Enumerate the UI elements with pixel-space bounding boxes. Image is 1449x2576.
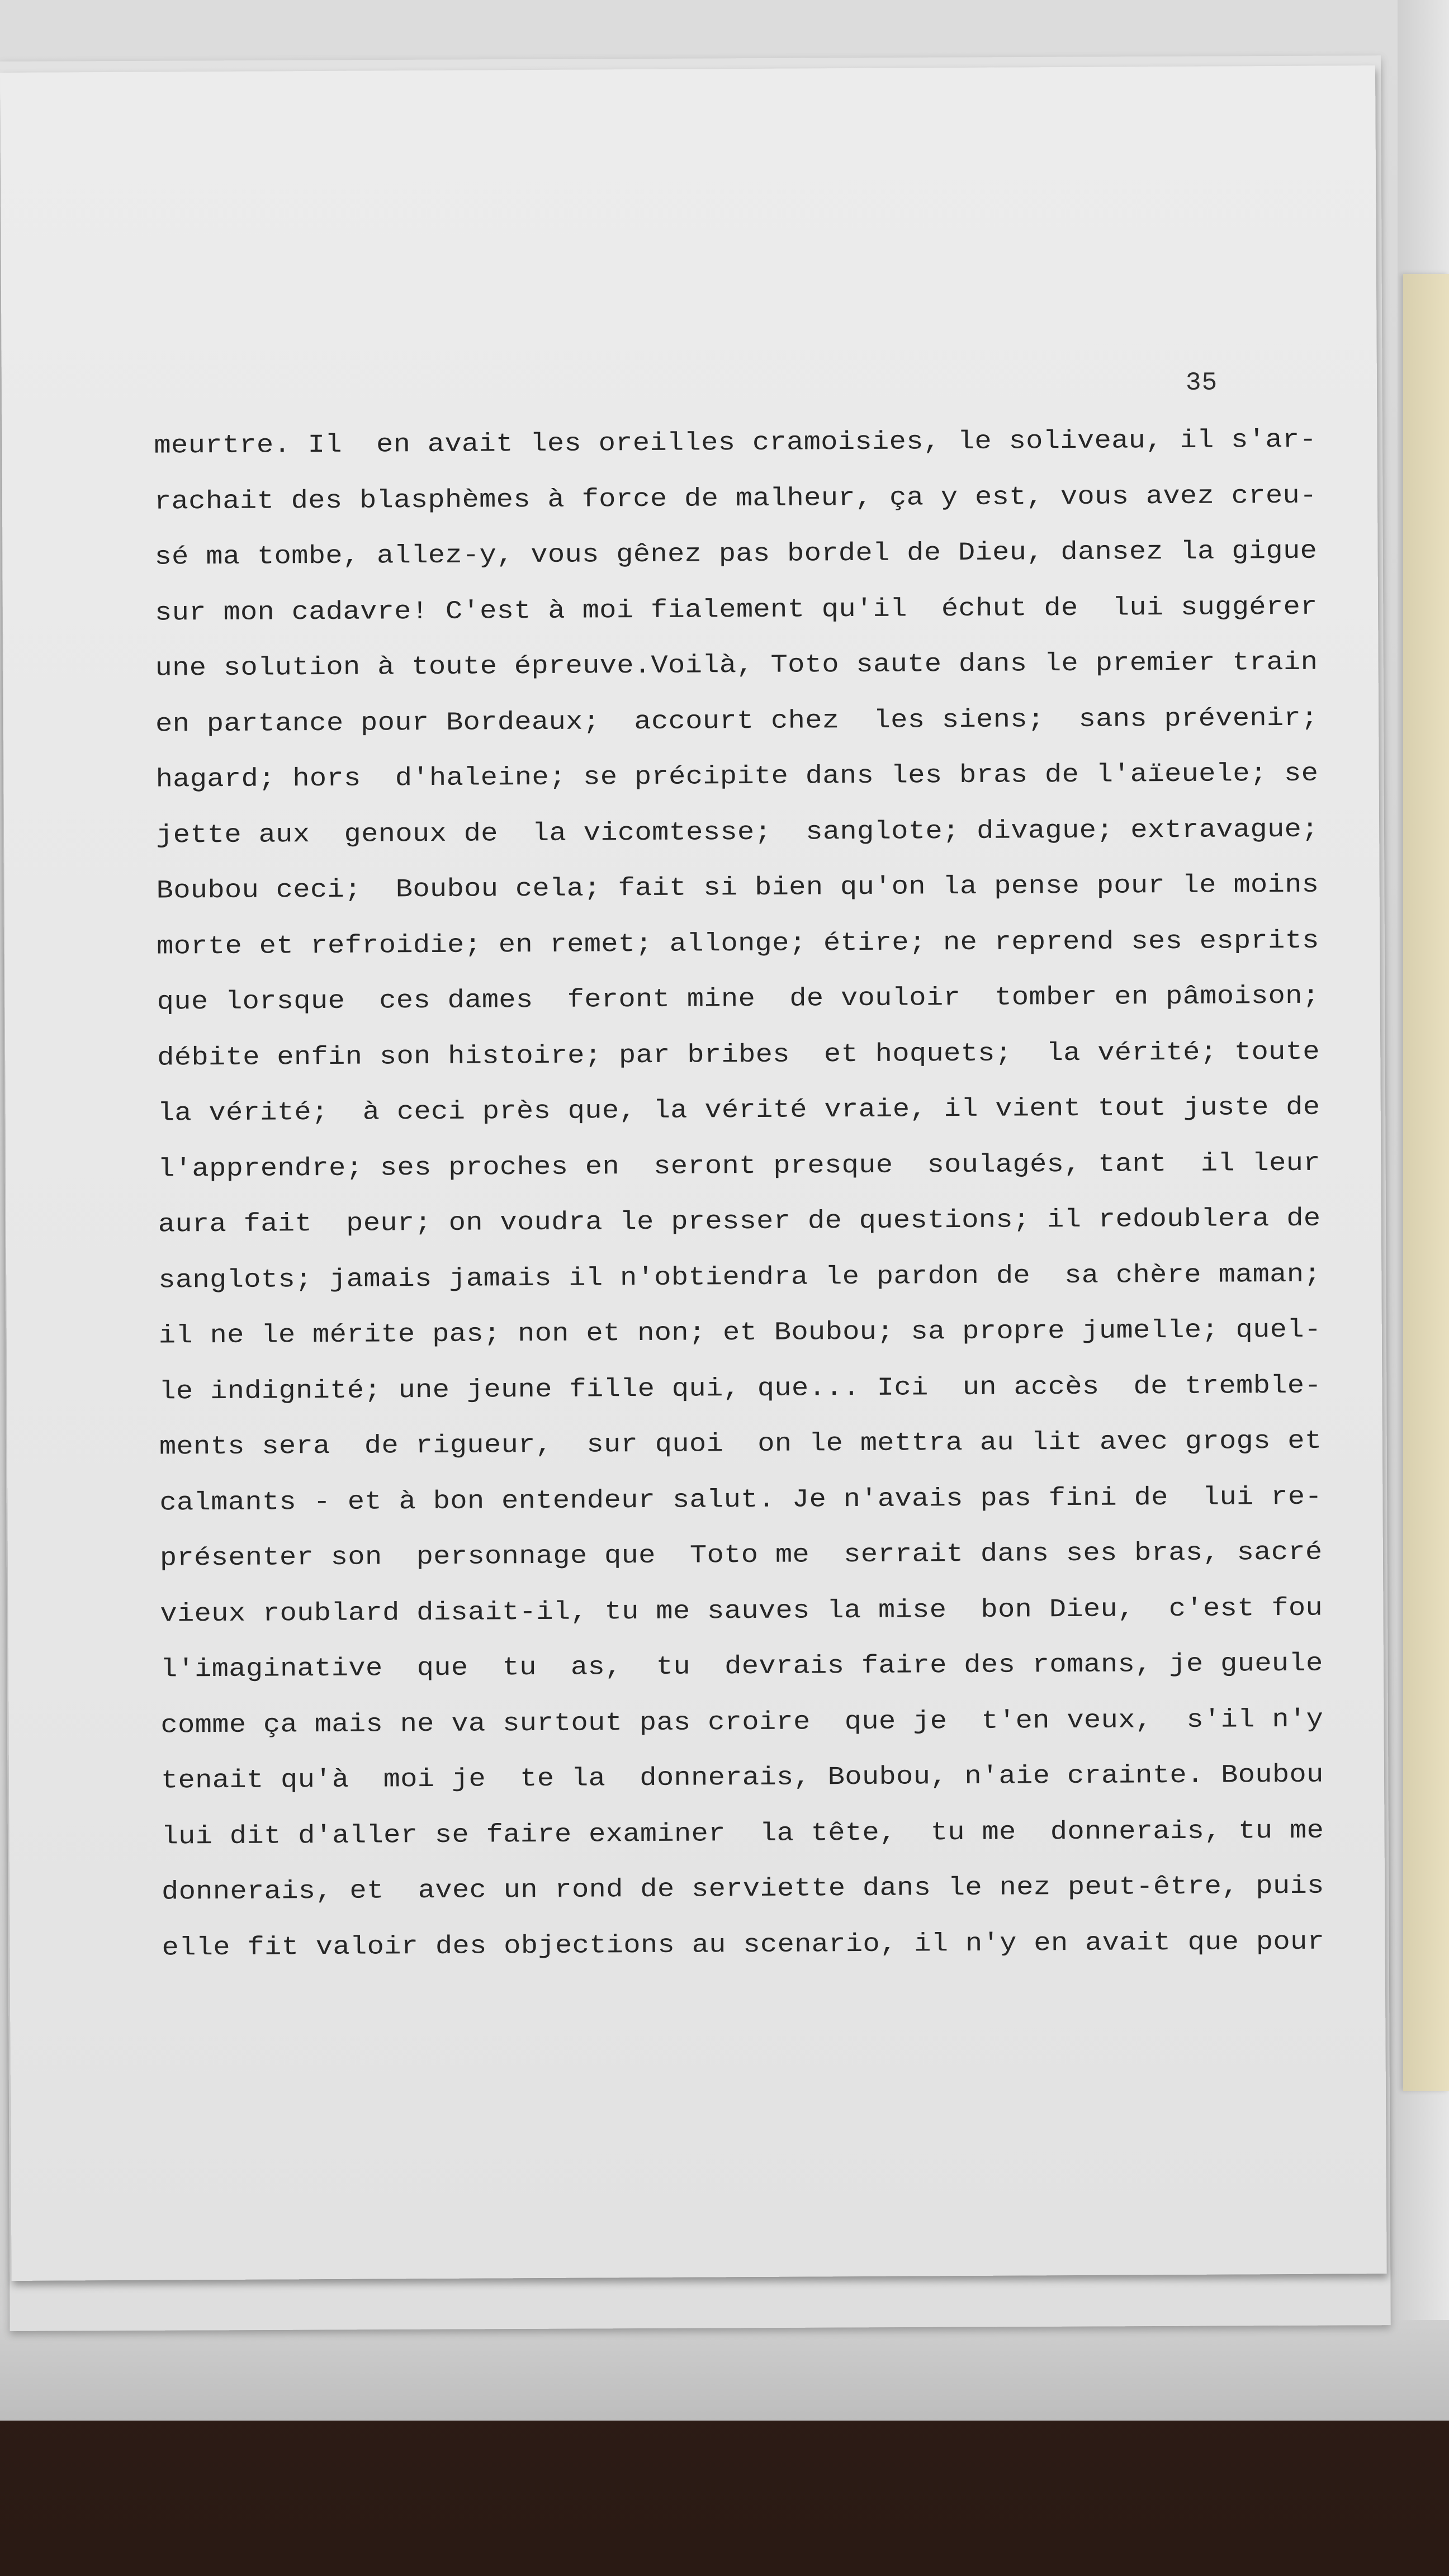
text-line: Boubou ceci; Boubou cela; fait si bien qu'on la pense pour le moins <box>156 870 1319 906</box>
manuscript-page <box>0 65 1387 2281</box>
text-line: morte et refroidie; en remet; allonge; étire; ne reprend ses esprits <box>157 926 1319 962</box>
text-line: il ne le mérite pas; non et non; et Boubou; sa propre jumelle; quel- <box>158 1315 1322 1351</box>
text-line: l'apprendre; ses proches en seront presque soulagés, tant il leur <box>158 1148 1321 1184</box>
text-line: présenter son personnage que Toto me serrait dans ses bras, sacré <box>159 1537 1323 1573</box>
text-line: hagard; hors d'haleine; se précipite dans les bras de l'aïeuele; se <box>155 759 1319 794</box>
page-number: 35 <box>1185 368 1218 397</box>
text-line: le indignité; une jeune fille qui, que... Ici un accès de tremble- <box>159 1371 1322 1407</box>
text-line: que lorsque ces dames feront mine de vouloir tomber en pâmoison; <box>157 981 1320 1017</box>
text-line: sanglots; jamais jamais il n'obtiendra le pardon de sa chère maman; <box>158 1259 1322 1295</box>
text-line: sur mon cadavre! C'est à moi fialement qu'il échut de lui suggérer <box>154 592 1318 628</box>
text-line: rachait des blasphèmes à force de malheur, ça y est, vous avez creu- <box>154 481 1317 517</box>
folder-edge <box>1403 274 1449 2091</box>
text-line: calmants - et à bon entendeur salut. Je n'avais pas fini de lui re- <box>159 1482 1323 1518</box>
text-line: meurtre. Il en avait les oreilles cramoisies, le soliveau, il s'ar- <box>154 425 1317 461</box>
text-line: débite enfin son histoire; par bribes et hoquets; la vérité; toute <box>157 1037 1320 1073</box>
text-line: une solution à toute épreuve.Voilà, Toto saute dans le premier train <box>155 647 1318 683</box>
text-line: tenait qu'à moi je te la donnerais, Boubou, n'aie crainte. Boubou <box>160 1760 1324 1796</box>
text-line: l'imaginative que tu as, tu devrais faire des romans, je gueule <box>160 1649 1323 1684</box>
body-text <box>154 412 1381 1976</box>
text-line: lui dit d'aller se faire examiner la tête, tu me donnerais, tu me <box>161 1816 1324 1852</box>
text-line: ments sera de rigueur, sur quoi on le mettra au lit avec grogs et <box>159 1426 1322 1462</box>
text-line: sé ma tombe, allez-y, vous gênez pas bordel de Dieu, dansez la gigue <box>154 536 1318 572</box>
text-line: donnerais, et avec un rond de serviette dans le nez peut-être, puis <box>161 1871 1324 1907</box>
text-line: jette aux genoux de la vicomtesse; sanglote; divague; extravague; <box>156 815 1319 850</box>
text-line: en partance pour Bordeaux; accourt chez les siens; sans prévenir; <box>155 703 1318 739</box>
text-line: la vérité; à ceci près que, la vérité vraie, il vient tout juste de <box>157 1092 1320 1128</box>
lower-sheet-edge <box>0 2320 1449 2421</box>
text-line: comme ça mais ne va surtout pas croire que je t'en veux, s'il n'y <box>160 1704 1324 1740</box>
text-line: vieux roublard disait-il, tu me sauves la mise bon Dieu, c'est fou <box>160 1593 1323 1629</box>
text-line: elle fit valoir des objections au scenario, il n'y en avait que pour <box>162 1927 1325 1963</box>
text-line: aura fait peur; on voudra le presser de questions; il redoublera de <box>158 1204 1321 1239</box>
